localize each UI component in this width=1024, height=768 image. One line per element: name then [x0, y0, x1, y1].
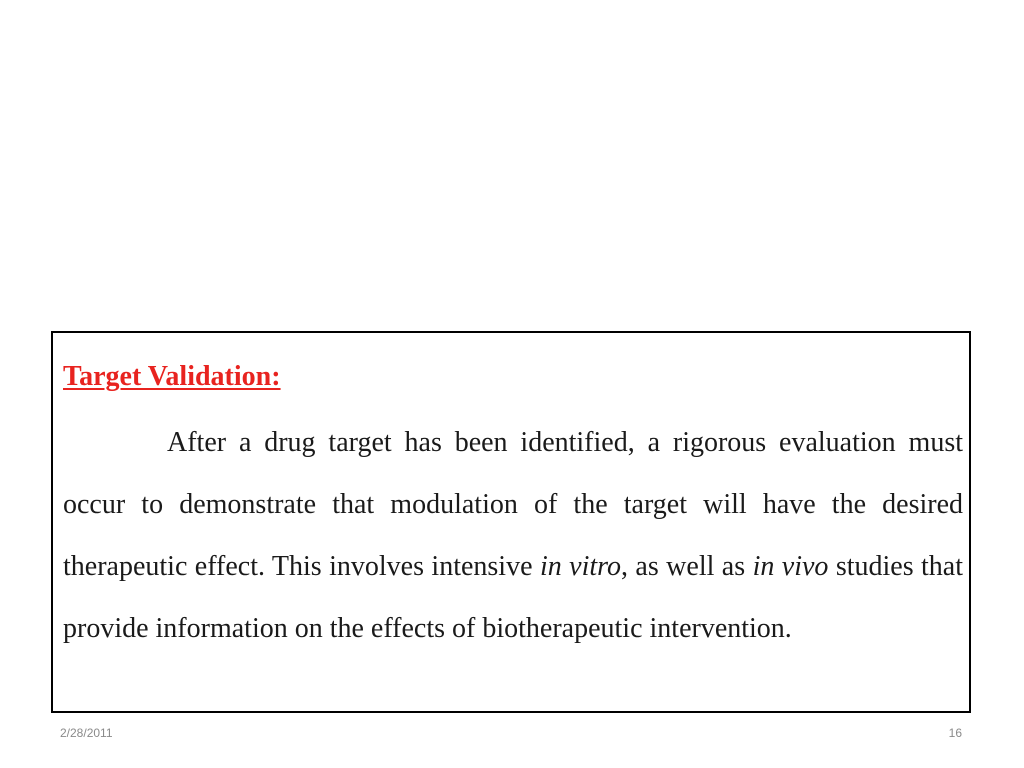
footer-date: 2/28/2011	[60, 726, 113, 740]
italic-term-in-vitro: in vitro	[539, 551, 621, 582]
paragraph-text-1: After a drug target has been identified, a rigorous evaluation must occur to demonstrate that modulation of the target will have the desired therapeutic effect. This involves intensive	[63, 427, 963, 582]
italic-term-in-vivo: in vivo	[752, 551, 829, 582]
body-paragraph	[63, 412, 963, 660]
content-box	[51, 331, 971, 713]
paragraph-text-2: , as well as	[621, 551, 753, 582]
section-heading: Target Validation:	[63, 361, 281, 392]
footer-page-number: 16	[948, 726, 962, 740]
paragraph-text-3: studies that provide information on the effects of biotherapeutic intervention.	[63, 551, 964, 644]
